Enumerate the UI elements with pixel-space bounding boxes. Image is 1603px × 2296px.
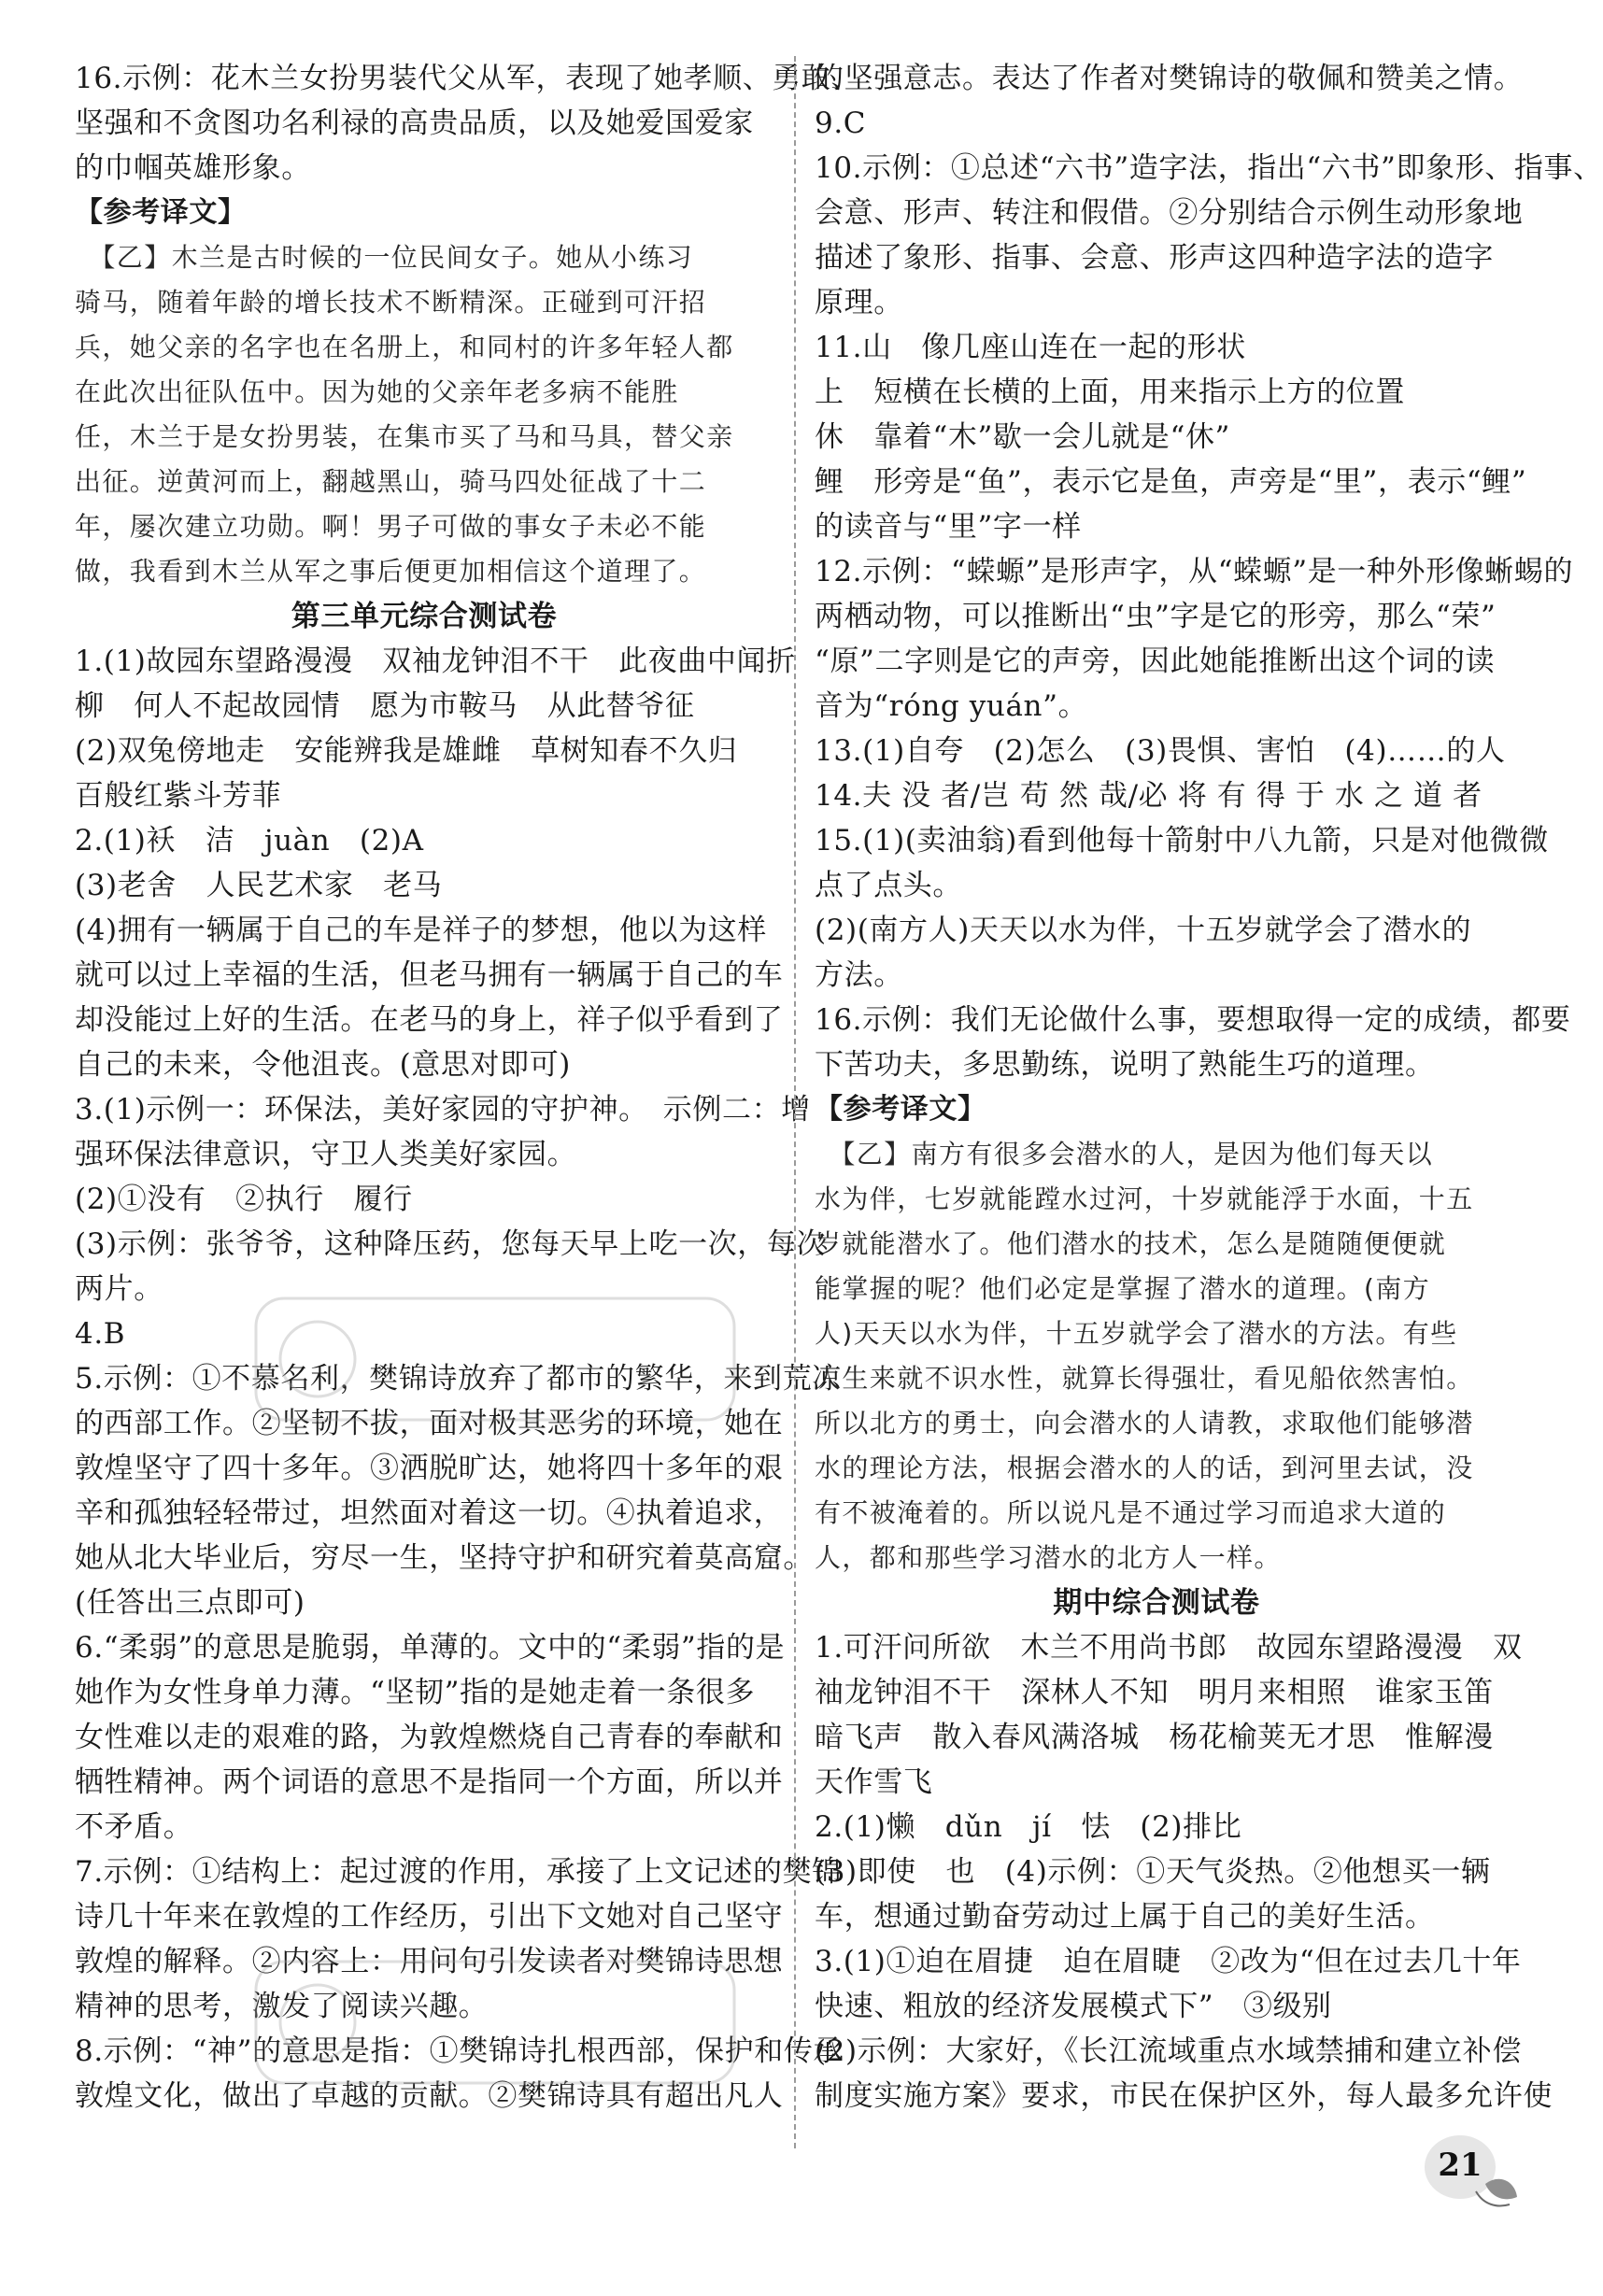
text-line: 的巾帼英雄形象。 [75,151,311,185]
text-line: 制度实施方案》要求，市民在保护区外，每人最多允许使 [815,2079,1553,2113]
text-line: 8.示例：“神”的意思是指：①樊锦诗扎根西部，保护和传承 [75,2034,844,2068]
text-line: 上 短横在长横的上面，用来指示上方的位置 [815,376,1405,409]
text-line: 出征。逆黄河而上，翻越黑山，骑马四处征战了十二 [75,466,707,497]
text-line: 10.示例：①总述“六书”造字法，指出“六书”即象形、指事、 [815,151,1603,185]
text-line: 鲤 形旁是“鱼”，表示它是鱼，声旁是“里”，表示“鲤” [815,465,1527,499]
text-line: 5.示例：①不慕名利，樊锦诗放弃了都市的繁华，来到荒凉 [75,1362,842,1396]
text-line: “原”二字则是它的声旁，因此她能推断出这个词的读 [815,645,1496,678]
watermark-upper [252,1289,738,1456]
text-line: 牺牲精神。两个词语的意思不是指同一个方面，所以并 [75,1765,784,1799]
text-line: (4)拥有一辆属于自己的车是祥子的梦想，他以为这样 [75,914,767,947]
text-line: 袖龙钟泪不干 深林人不知 明月来相照 谁家玉笛 [815,1676,1494,1709]
text-line: 下苦功夫，多思勤练，说明了熟能生巧的道理。 [815,1048,1435,1082]
column-divider [794,56,796,2148]
text-line: 有不被淹着的。所以说凡是不通过学习而追求大道的 [815,1497,1447,1528]
text-line: 2.(1)懒 dǔn jí 怯 (2)排比 [815,1810,1242,1844]
watermark-logo-icon [252,1289,738,1429]
translation-label: 【参考译文】 [815,1093,986,1126]
text-line: 两栖动物，可以推断出“虫”字是它的形旁，那么“荣” [815,600,1497,633]
text-line: 人，都和那些学习潜水的北方人一样。 [815,1542,1282,1573]
text-line: 【乙】南方有很多会潜水的人，是因为他们每天以 [815,1139,1434,1169]
text-line: 点了点头。 [815,869,962,902]
text-line: 暗飞声 散入春风满洛城 杨花榆荚无才思 惟解漫 [815,1721,1494,1754]
text-line: 人)天天以水为伴，十五岁就学会了潜水的方法。有些 [815,1318,1458,1349]
watermark-logo-icon-2 [252,1952,738,2092]
text-line: 16.示例：花木兰女扮男装代父从军，表现了她孝顺、勇敢、 [75,62,861,95]
text-line: 她从北大毕业后，穷尽一生，坚持守护和研究着莫高窟。 [75,1541,813,1575]
text-line: 兵，她父亲的名字也在名册上，和同村的许多年轻人都 [75,332,734,362]
text-line: 休 靠着“木”歇一会儿就是“休” [815,420,1230,454]
text-line: 9.C [815,106,867,140]
section-title: 第三单元综合测试卷 [291,600,558,633]
right-column [815,56,1603,2119]
text-line: 6.“柔弱”的意思是脆弱，单薄的。文中的“柔弱”指的是 [75,1631,786,1665]
text-line: (3)老舍 人民艺术家 老马 [75,869,443,902]
text-line: 诗几十年来在敦煌的工作经历，引出下文她对自己坚守 [75,1900,784,1934]
text-line: 强环保法律意识，守卫人类美好家园。 [75,1138,577,1171]
text-line: (3)示例：张爷爷，这种降压药，您每天早上吃一次，每次 [75,1227,827,1261]
text-line: 岁就能潜水了。他们潜水的技术，怎么是随随便便就 [815,1228,1447,1259]
text-line: 2.(1)袄 洁 juàn (2)A [75,824,424,857]
text-line: 1.可汗问所欲 木兰不用尚书郎 故园东望路漫漫 双 [815,1631,1523,1665]
text-line: 精神的思考，激发了阅读兴趣。 [75,1990,489,2023]
text-line: 11.山 像几座山连在一起的形状 [815,331,1246,364]
text-line: 音为“róng yuán”。 [815,689,1088,723]
text-line: 人生来就不识水性，就算长得强壮，看见船依然害怕。 [815,1363,1474,1394]
text-line: 年，屡次建立功勋。啊！男子可做的事女子未必不能 [75,511,707,542]
watermark-lower [252,1952,738,2119]
text-line: (任答出三点即可) [75,1586,305,1620]
text-line: 的西部工作。②坚韧不拔，面对极其恶劣的环境，她在 [75,1407,784,1440]
text-line: 7.示例：①结构上：起过渡的作用，承接了上文记述的樊锦 [75,1855,842,1889]
text-line: 的坚强意志。表达了作者对樊锦诗的敬佩和赞美之情。 [815,62,1524,95]
text-line: 天作雪飞 [815,1765,933,1799]
text-line: 1.(1)故园东望路漫漫 双袖龙钟泪不干 此夜曲中闻折 [75,645,796,678]
text-line: 女性难以走的艰难的路，为敦煌燃烧自己青春的奉献和 [75,1721,784,1754]
text-line: 水为伴，七岁就能蹚水过河，十岁就能浮于水面，十五 [815,1183,1474,1214]
text-line: 能掌握的呢？他们必定是掌握了潜水的道理。(南方 [815,1273,1431,1304]
text-line: 的读音与“里”字一样 [815,510,1082,544]
text-line: 水的理论方法，根据会潜水的人的话，到河里去试，没 [815,1453,1474,1483]
text-line: 会意、形声、转注和假借。②分别结合示例生动形象地 [815,196,1524,230]
text-line: 12.示例：“蝾螈”是形声字，从“蝾螈”是一种外形像蜥蜴的 [815,555,1574,588]
text-line: 3.(1)示例一：环保法，美好家园的守护神。 示例二：增 [75,1093,811,1127]
text-line: 却没能过上好的生活。在老马的身上，祥子似乎看到了 [75,1003,784,1037]
text-line: (2)(南方人)天天以水为伴，十五岁就学会了潜水的 [815,914,1472,947]
text-line: 敦煌文化，做出了卓越的贡献。②樊锦诗具有超出凡人 [75,2079,784,2113]
text-line: 【乙】木兰是古时候的一位民间女子。她从小练习 [75,242,694,273]
text-line: 15.(1)(卖油翁)看到他每十箭射中八九箭，只是对他微微 [815,824,1549,857]
text-line: 任，木兰于是女扮男装，在集市买了马和马具，替父亲 [75,421,734,452]
text-line: 14.夫 没 者/岂 苟 然 哉/必 将 有 得 于 水 之 道 者 [815,779,1482,813]
text-line: (2)①没有 ②执行 履行 [75,1183,413,1216]
text-line: 4.B [75,1317,126,1351]
text-line: 不矛盾。 [75,1810,193,1844]
text-line: 方法。 [815,958,903,992]
text-line: 柳 何人不起故园情 愿为市鞍马 从此替爷征 [75,689,695,723]
text-line: 辛和孤独轻轻带过，坦然面对着这一切。④执着追求， [75,1496,784,1530]
text-line: 13.(1)自夸 (2)怎么 (3)畏惧、害怕 (4)……的人 [815,734,1506,768]
text-line: 敦煌坚守了四十多年。③洒脱旷达，她将四十多年的艰 [75,1452,784,1485]
text-line: 所以北方的勇士，向会潜水的人请教，求取他们能够潜 [815,1408,1474,1439]
text-line: 坚强和不贪图功名利禄的高贵品质，以及她爱国爱家 [75,106,754,140]
page-number: 21 [1438,2147,1482,2184]
text-line: 3.(1)①迫在眉捷 迫在眉睫 ②改为“但在过去几十年 [815,1945,1522,1978]
text-line: 骑马，随着年龄的增长技术不断精深。正碰到可汗招 [75,287,707,318]
text-line: 就可以过上幸福的生活，但老马拥有一辆属于自己的车 [75,958,784,992]
text-line: 16.示例：我们无论做什么事，要想取得一定的成绩，都要 [815,1003,1571,1037]
text-line: 车，想通过勤奋劳动过上属于自己的美好生活。 [815,1900,1435,1934]
text-line: 描述了象形、指事、会意、形声这四种造字法的造字 [815,241,1494,275]
text-line: 自己的未来，令他沮丧。(意思对即可) [75,1048,571,1082]
text-line: 两片。 [75,1272,163,1306]
text-line: (3)即使 也 (4)示例：①天气炎热。②他想买一辆 [815,1855,1491,1889]
text-line: 原理。 [815,286,903,319]
text-line: 做，我看到木兰从军之事后便更加相信这个道理了。 [75,556,707,587]
text-line: 她作为女性身单力薄。“坚韧”指的是她走着一条很多 [75,1676,756,1709]
text-line: (2)双兔傍地走 安能辨我是雄雌 草树知春不久归 [75,734,738,768]
text-line: 百般红紫斗芳菲 [75,779,282,813]
text-line: (2)示例：大家好，《长江流域重点水域禁捕和建立补偿 [815,2034,1523,2068]
section-title: 期中综合测试卷 [1053,1586,1260,1620]
text-line: 快速、粗放的经济发展模式下” ③级别 [815,1990,1332,2023]
text-line: 在此次出征队伍中。因为她的父亲年老多病不能胜 [75,376,679,407]
page-number-badge [1418,2130,1521,2210]
text-line: 敦煌的解释。②内容上：用问句引发读者对樊锦诗思想 [75,1945,784,1978]
translation-label: 【参考译文】 [75,196,247,229]
